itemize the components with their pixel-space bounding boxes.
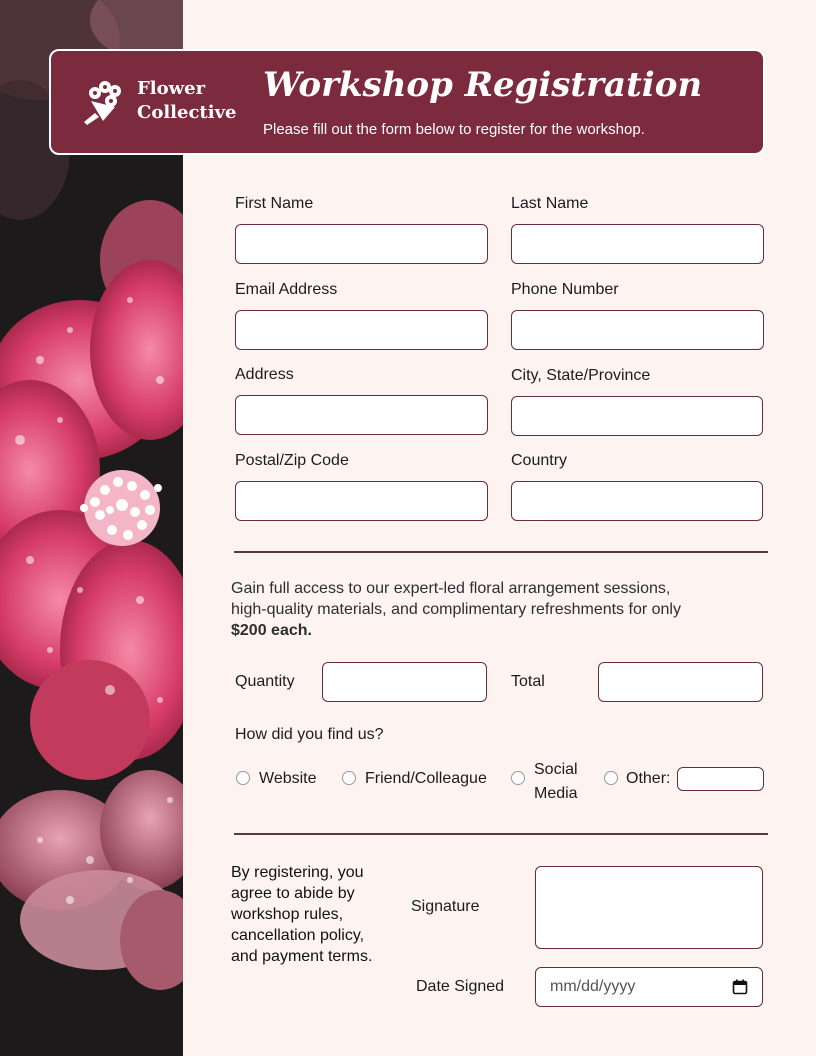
quantity-label: Quantity <box>235 673 295 690</box>
referral-option-website: Website <box>259 770 317 787</box>
calendar-icon[interactable] <box>732 979 748 995</box>
pricing-text: Gain full access to our expert-led floral arrangement sessions, high-quality materials, and complimentary refreshments for only <box>231 580 681 618</box>
date-signed-label: Date Signed <box>416 978 505 995</box>
country-label: Country <box>511 452 568 469</box>
last-name-label: Last Name <box>511 195 589 212</box>
referral-radio-other[interactable] <box>604 771 618 785</box>
first-name-field[interactable] <box>235 224 488 264</box>
city-field[interactable] <box>511 396 763 436</box>
total-field[interactable] <box>598 662 763 702</box>
first-name-label: First Name <box>235 195 314 212</box>
page-subtitle: Please fill out the form below to register for the workshop. <box>263 121 645 138</box>
brand-logo-text <box>137 77 236 125</box>
referral-option-social-line2: Media <box>534 785 578 802</box>
referral-option-social <box>534 758 578 806</box>
quantity-field[interactable] <box>322 662 487 702</box>
referral-other-field[interactable] <box>677 767 764 791</box>
signature-label: Signature <box>411 898 480 915</box>
flower-photo <box>0 0 183 1056</box>
email-field[interactable] <box>235 310 488 350</box>
email-label: Email Address <box>235 281 338 298</box>
phone-label: Phone Number <box>511 281 619 298</box>
referral-option-other: Other: <box>626 770 671 787</box>
referral-radio-social[interactable] <box>511 771 525 785</box>
section-divider-2 <box>234 833 768 835</box>
header-banner <box>49 49 765 155</box>
total-label: Total <box>511 673 545 690</box>
referral-option-social-line1: Social <box>534 761 578 778</box>
pricing-description <box>231 578 701 641</box>
city-label: City, State/Province <box>511 367 651 384</box>
flower-bouquet-icon <box>81 77 127 127</box>
flower-illustration <box>0 0 183 1056</box>
signature-field[interactable] <box>535 866 763 949</box>
referral-option-friend: Friend/Colleague <box>365 770 487 787</box>
phone-field[interactable] <box>511 310 764 350</box>
address-field[interactable] <box>235 395 488 435</box>
address-label: Address <box>235 366 294 383</box>
postal-code-label: Postal/Zip Code <box>235 452 349 469</box>
last-name-field[interactable] <box>511 224 764 264</box>
date-placeholder: mm/dd/yyyy <box>550 978 636 995</box>
pricing-amount: $200 each. <box>231 622 312 639</box>
terms-text: By registering, you agree to abide by workshop rules, cancellation policy, and payment terms. <box>231 864 373 965</box>
referral-radio-website[interactable] <box>236 771 250 785</box>
brand-name-line2: Collective <box>137 102 237 123</box>
section-divider-1 <box>234 551 768 553</box>
brand-name-line1: Flower <box>137 78 206 99</box>
date-signed-field[interactable] <box>535 967 763 1007</box>
referral-question: How did you find us? <box>235 726 384 743</box>
referral-radio-friend[interactable] <box>342 771 356 785</box>
page-title: Workshop Registration <box>263 65 703 105</box>
country-field[interactable] <box>511 481 763 521</box>
postal-code-field[interactable] <box>235 481 488 521</box>
